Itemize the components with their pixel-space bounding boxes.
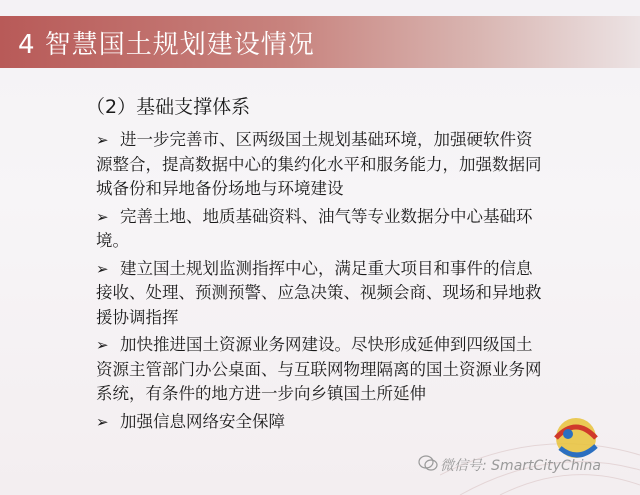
- bullet-line: 源整合，提高数据中心的集约化水平和服务能力，加强数据同: [96, 154, 542, 174]
- bullet-line: 系统，有条件的地方进一步向乡镇国土所延伸: [96, 384, 426, 403]
- bullet-line: 加强信息网络安全保障: [120, 411, 285, 431]
- arrow-bullet-icon: ➢: [96, 131, 109, 149]
- arrow-bullet-icon: ➢: [96, 412, 109, 431]
- bullet-line: 资源主管部门办公桌面、与互联网物理隔离的国土资源业务网: [96, 359, 542, 379]
- bullet-line: 城备份和异地备份场地与环境建设: [96, 179, 344, 198]
- bullet-item: [96, 333, 616, 407]
- bullet-item: [96, 257, 616, 331]
- section-subtitle: （2）基础支撑体系: [86, 96, 251, 118]
- bullet-line: 境。: [96, 231, 129, 250]
- bullet-line: 进一步完善市、区两级国土规划基础环境，加强硬软件资: [120, 130, 533, 149]
- arrow-bullet-icon: ➢: [96, 336, 109, 354]
- watermark-text: 微信号: SmartCityChina: [440, 458, 601, 474]
- bullet-item: [96, 128, 616, 202]
- wechat-icon: [418, 454, 438, 472]
- bullet-line: 建立国土规划监测指挥中心，满足重大项目和事件的信息: [120, 258, 533, 278]
- bullet-line: 加快推进国土资源业务网建设。尽快形成延伸到四级国土: [120, 335, 533, 354]
- bullet-line: 援协调指挥: [96, 307, 179, 327]
- bullet-list: [96, 128, 616, 437]
- bullet-line: 接收、处理、预测预警、应急决策、视频会商、现场和异地救: [96, 283, 542, 302]
- slide-title: 4 智慧国土规划建设情况: [18, 30, 315, 60]
- bullet-item: [96, 205, 616, 254]
- arrow-bullet-icon: ➢: [96, 259, 109, 278]
- bullet-line: 完善土地、地质基础资料、油气等专业数据分中心基础环: [120, 206, 533, 226]
- arrow-bullet-icon: ➢: [96, 207, 109, 226]
